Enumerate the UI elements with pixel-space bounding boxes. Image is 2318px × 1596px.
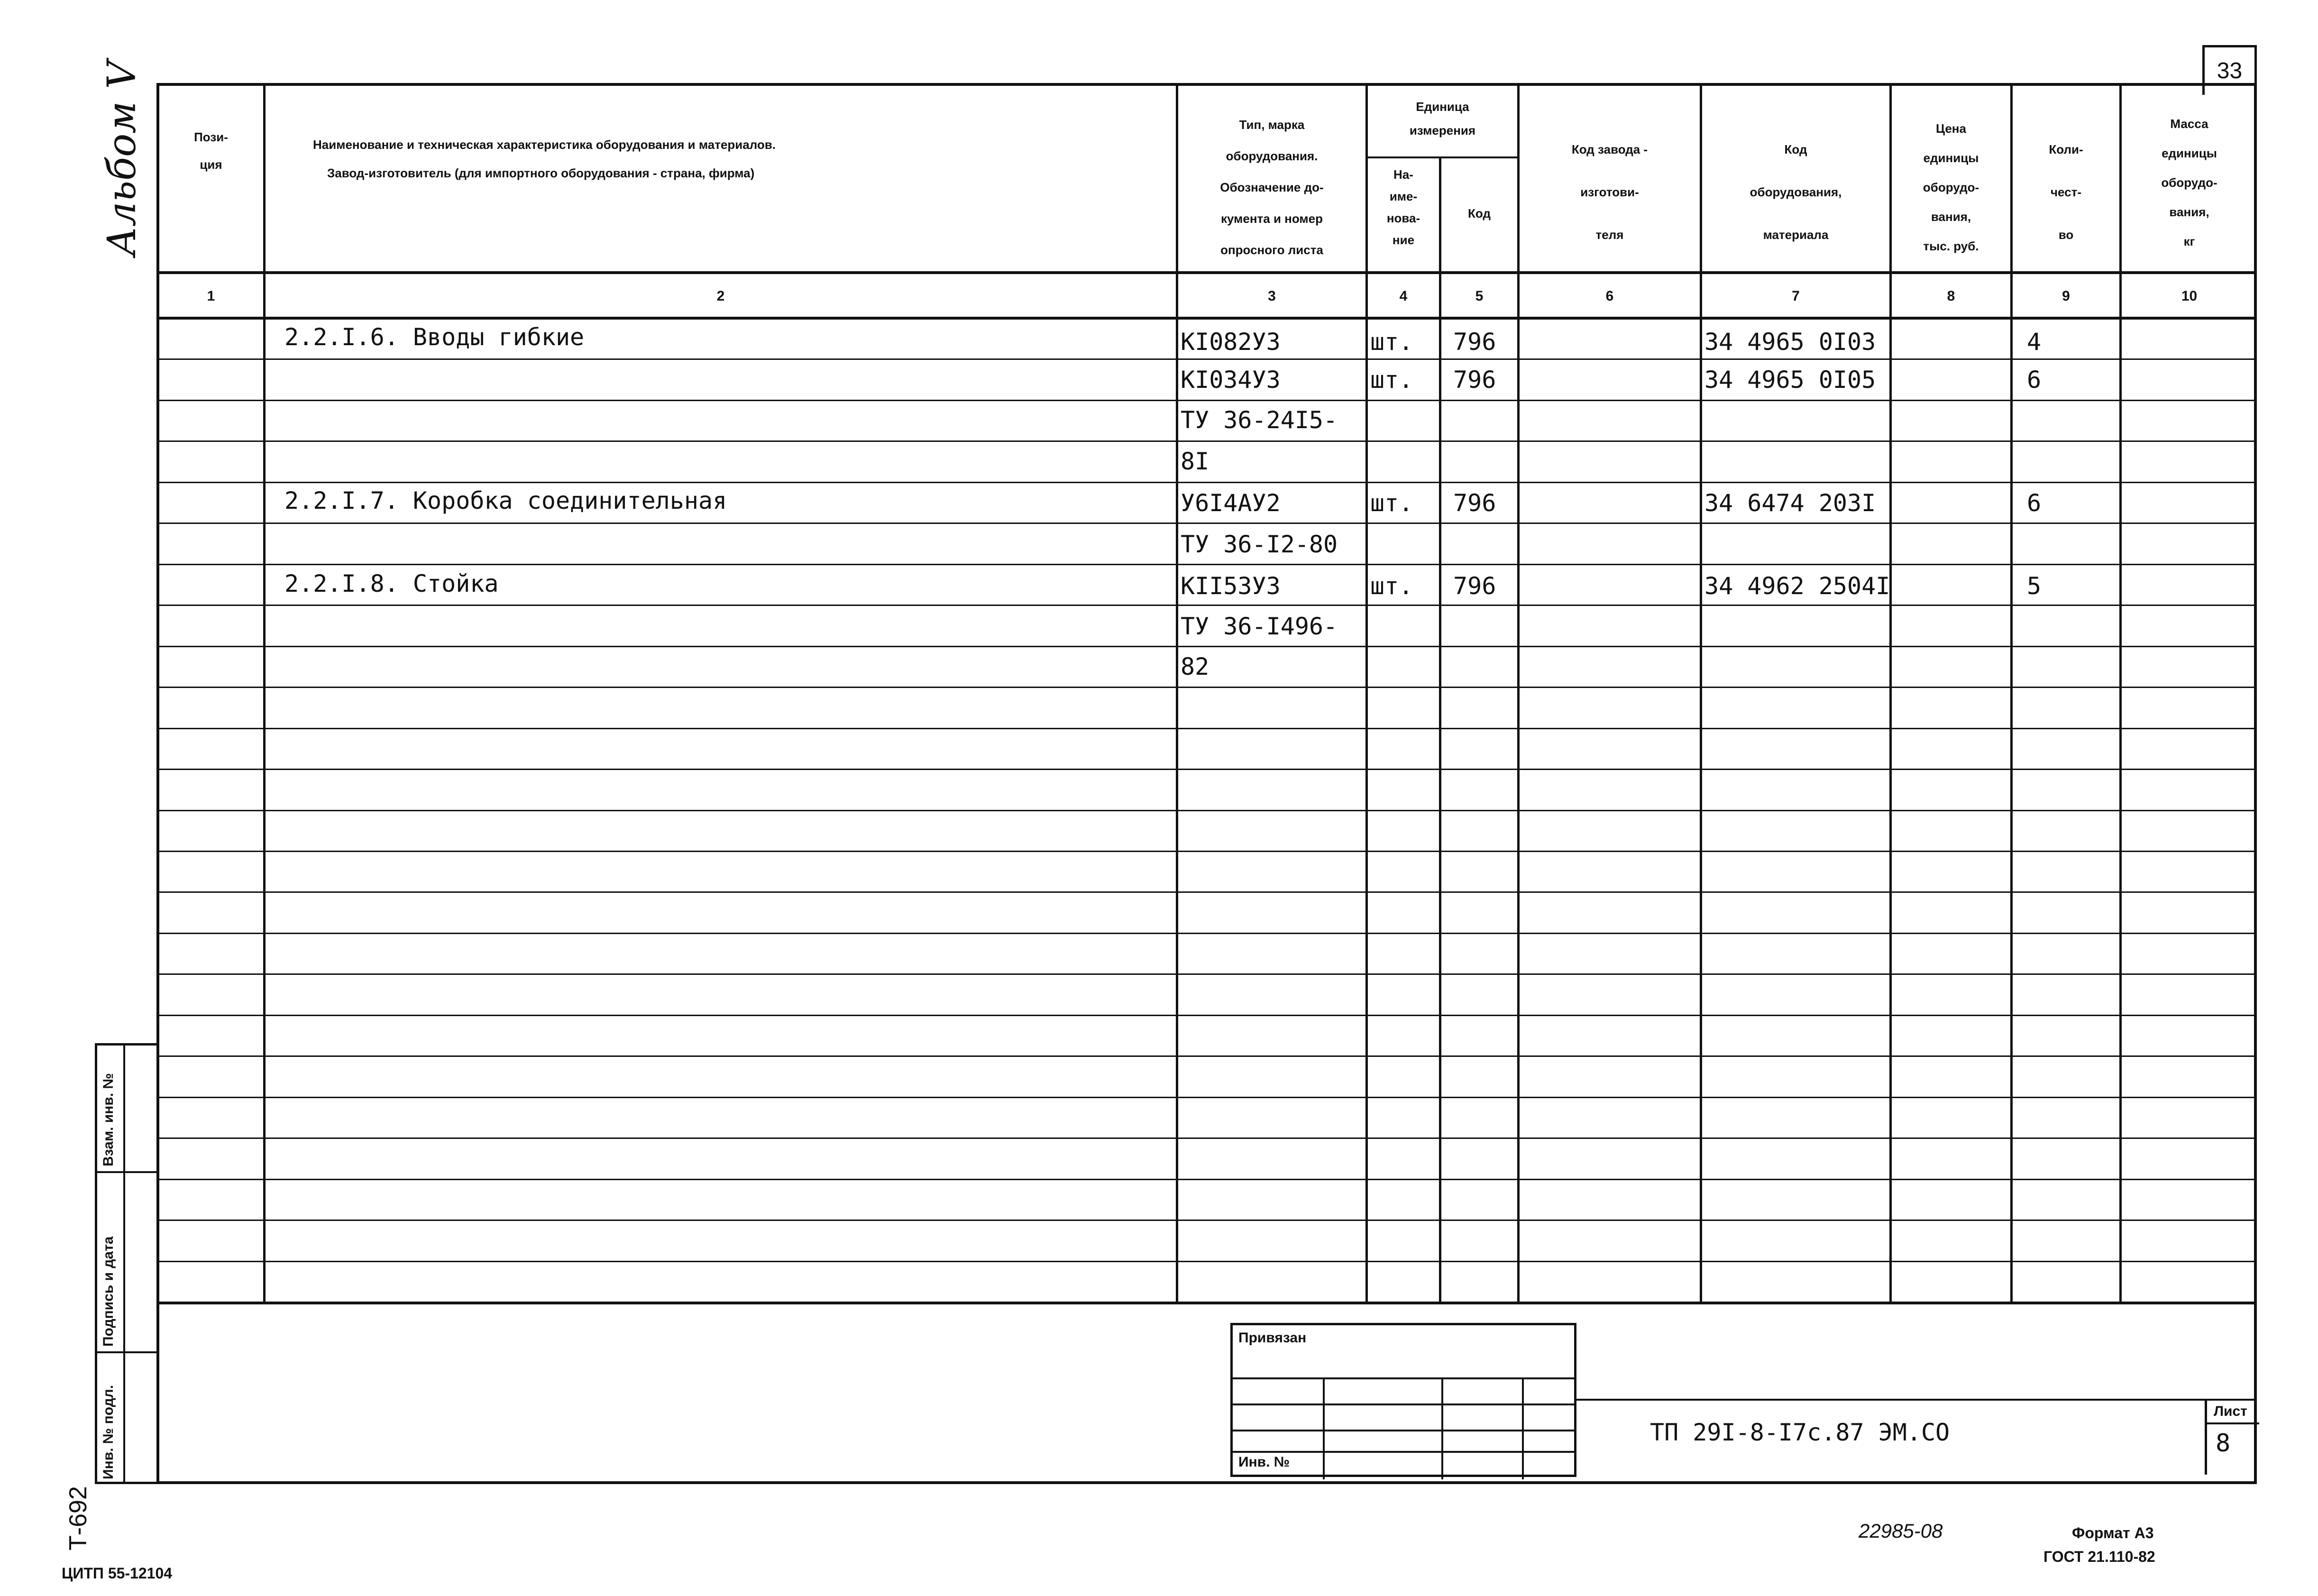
header-type: Тип, марка оборудования. Обозначение до- кумента и номер опросного листа — [1220, 118, 1324, 257]
header-factory-code: Код завода - изготови- теля — [1571, 142, 1648, 242]
row-line — [156, 1015, 2257, 1016]
row-line — [156, 1097, 2257, 1098]
col-divider — [1889, 83, 1892, 1302]
row-7-qty: 5 — [2027, 572, 2042, 600]
footer-format: Формат А3 — [2072, 1524, 2154, 1541]
header-name: Наименование и техническая характеристика оборудования и материалов. Завод-изготовитель (для импортного оборудования - страна, фирма) — [313, 138, 776, 180]
row-2-code: 796 — [1453, 366, 1496, 394]
row-7-unit: шт. — [1370, 572, 1413, 600]
row-7-name: 2.2.I.8. Стойка — [284, 570, 499, 597]
row-line — [156, 400, 2257, 401]
header-unit-code: Код — [1468, 206, 1491, 220]
row-line — [156, 605, 2257, 606]
row-7-matcode: 34 4962 2504I — [1704, 572, 1890, 600]
row-7-type: KII53У3 — [1181, 572, 1281, 600]
row-5-type: У6I4АУ2 — [1181, 489, 1281, 517]
row-line — [156, 891, 2257, 893]
colnum-3: 3 — [1268, 288, 1276, 304]
stamp-line — [1576, 1399, 2257, 1401]
row-5-unit: шт. — [1370, 489, 1413, 517]
row-4-type: 8I — [1181, 448, 1209, 475]
row-line — [156, 440, 2257, 442]
colnum-9: 9 — [2062, 288, 2070, 304]
col-divider — [263, 83, 266, 1302]
col-divider — [2010, 83, 2013, 1302]
row-line — [156, 851, 2257, 852]
binding-divider — [123, 1043, 125, 1484]
row-1-name: 2.2.I.6. Вводы гибкие — [284, 323, 585, 351]
footer-print-mark: ЦИТП 55-12104 — [62, 1565, 173, 1582]
row-7-code: 796 — [1453, 572, 1496, 600]
sheet-box — [2205, 1399, 2259, 1475]
header-bottom-line — [156, 271, 2257, 274]
header-mass: Масса единицы оборудо- вания, кг — [2161, 117, 2217, 248]
row-line — [156, 646, 2257, 647]
row-8-type: ТУ 36-I496- — [1181, 613, 1338, 640]
colnum-5: 5 — [1475, 288, 1484, 304]
row-1-type: KI082У3 — [1181, 328, 1281, 356]
row-line — [156, 1261, 2257, 1262]
colnum-4: 4 — [1399, 288, 1408, 304]
row-5-name: 2.2.I.7. Коробка соединительная — [284, 487, 727, 514]
colnum-8: 8 — [1947, 288, 1955, 304]
colnum-6: 6 — [1605, 288, 1614, 304]
row-3-type: ТУ 36-24I5- — [1181, 406, 1338, 434]
col-divider — [1517, 83, 1520, 1302]
side-inv-podl: Инв. № подл. — [101, 1385, 116, 1479]
table-bottom-line — [156, 1302, 2257, 1304]
stamp-area — [159, 1303, 2254, 1481]
unit-group-line — [1365, 156, 1520, 158]
header-unit-group: Единица измерения — [1409, 100, 1476, 138]
side-podpis: Подпись и дата — [101, 1236, 116, 1347]
sheet-label: Лист — [2214, 1403, 2247, 1419]
row-line — [156, 523, 2257, 524]
row-line — [156, 687, 2257, 688]
side-vzam: Взам. инв. № — [101, 1073, 116, 1166]
row-1-code: 796 — [1453, 328, 1496, 356]
header-unit-name: На- име- нова- ние — [1386, 167, 1420, 247]
col-divider — [1176, 83, 1178, 1302]
row-5-code: 796 — [1453, 489, 1496, 517]
header-quantity: Коли- чест- во — [2049, 142, 2083, 242]
row-2-unit: шт. — [1370, 366, 1413, 394]
colnum-10: 10 — [2181, 288, 2198, 304]
footer-order: 22985-08 — [1859, 1520, 1943, 1542]
sheet-number: 8 — [2216, 1429, 2231, 1458]
footer-code-left: Т-692 — [64, 1486, 92, 1550]
row-2-type: KI034У3 — [1181, 366, 1281, 394]
row-line — [156, 933, 2257, 934]
binding-divider — [95, 1351, 156, 1353]
page-number: 33 — [2217, 58, 2243, 83]
row-1-unit: шт. — [1370, 328, 1413, 356]
col-divider — [1365, 83, 1368, 1302]
row-6-type: ТУ 36-I2-80 — [1181, 531, 1338, 558]
row-line — [156, 1179, 2257, 1180]
row-2-matcode: 34 4965 0I05 — [1704, 366, 1876, 394]
row-5-matcode: 34 6474 203I — [1704, 489, 1876, 517]
colnum-2: 2 — [716, 288, 725, 304]
binding-divider — [95, 1171, 156, 1173]
row-2-qty: 6 — [2027, 366, 2042, 394]
row-line — [156, 973, 2257, 975]
row-line — [156, 728, 2257, 729]
header-position: Пози- ция — [194, 130, 228, 172]
album-label: Альбом V — [100, 61, 145, 256]
row-line — [156, 482, 2257, 483]
header-price: Цена единицы оборудо- вания, тыс. руб. — [1923, 121, 1979, 253]
stamp-linked-label: Привязан — [1238, 1330, 1307, 1346]
stamp-inv-label: Инв. № — [1238, 1454, 1290, 1470]
col-divider — [2119, 83, 2122, 1302]
row-1-qty: 4 — [2027, 328, 2042, 356]
header-material-code: Код оборудования, материала — [1750, 142, 1842, 242]
row-line — [156, 810, 2257, 811]
row-5-qty: 6 — [2027, 489, 2042, 517]
colnum-7: 7 — [1792, 288, 1800, 304]
document-code: ТП 29I-8-I7с.87 ЭМ.СО — [1650, 1419, 1950, 1446]
footer-gost: ГОСТ 21.110-82 — [2043, 1548, 2155, 1565]
row-line — [156, 1137, 2257, 1139]
stamp-linked-box — [1230, 1323, 1576, 1477]
colnum-1: 1 — [207, 288, 215, 304]
row-line — [156, 769, 2257, 770]
row-line — [156, 1055, 2257, 1057]
row-1-matcode: 34 4965 0I03 — [1704, 328, 1876, 356]
row-line — [156, 1220, 2257, 1221]
row-line — [156, 564, 2257, 565]
row-9-type: 82 — [1181, 653, 1209, 680]
col-divider — [1700, 83, 1702, 1302]
